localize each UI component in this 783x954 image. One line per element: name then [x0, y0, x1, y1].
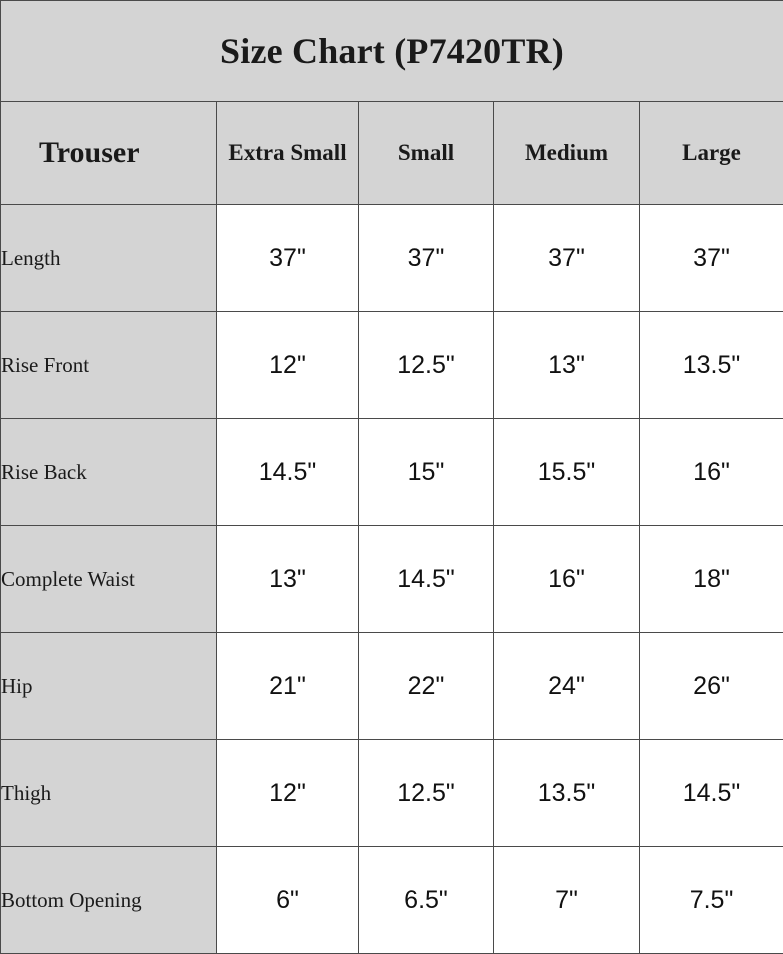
row-label: Thigh: [1, 740, 217, 847]
table-cell: 16": [494, 526, 640, 633]
column-header-trouser: Trouser: [1, 102, 217, 205]
row-label: Bottom Opening: [1, 847, 217, 954]
table-cell: 12": [217, 740, 359, 847]
table-row: [1, 205, 783, 312]
table-cell: 14.5": [359, 526, 494, 633]
table-cell: 6": [217, 847, 359, 954]
table-row: [1, 847, 783, 954]
table-cell: 12.5": [359, 312, 494, 419]
table-row: [1, 312, 783, 419]
table-row: [1, 740, 783, 847]
table-cell: 12.5": [359, 740, 494, 847]
table-cell: 13.5": [640, 312, 783, 419]
row-label: Complete Waist: [1, 526, 217, 633]
table-cell: 13.5": [494, 740, 640, 847]
table-cell: 13": [494, 312, 640, 419]
table-row: [1, 526, 783, 633]
page-title: Size Chart (P7420TR): [1, 1, 783, 102]
table-header-row: [1, 102, 783, 205]
table-cell: 26": [640, 633, 783, 740]
row-label: Rise Back: [1, 419, 217, 526]
table-row: [1, 633, 783, 740]
column-header-large: Large: [640, 102, 783, 205]
table-cell: 24": [494, 633, 640, 740]
row-label: Hip: [1, 633, 217, 740]
table-cell: 37": [359, 205, 494, 312]
table-cell: 13": [217, 526, 359, 633]
table-row: [1, 419, 783, 526]
row-label: Rise Front: [1, 312, 217, 419]
column-header-medium: Medium: [494, 102, 640, 205]
table-cell: 14.5": [640, 740, 783, 847]
table-cell: 18": [640, 526, 783, 633]
table-cell: 22": [359, 633, 494, 740]
column-header-extra-small: Extra Small: [217, 102, 359, 205]
column-header-small: Small: [359, 102, 494, 205]
table-cell: 14.5": [217, 419, 359, 526]
table-cell: 15": [359, 419, 494, 526]
table-cell: 7": [494, 847, 640, 954]
title-row: [1, 1, 783, 102]
table-cell: 37": [640, 205, 783, 312]
table-cell: 16": [640, 419, 783, 526]
table-cell: 37": [217, 205, 359, 312]
table-cell: 15.5": [494, 419, 640, 526]
table-cell: 6.5": [359, 847, 494, 954]
row-label: Length: [1, 205, 217, 312]
table-cell: 21": [217, 633, 359, 740]
table-cell: 37": [494, 205, 640, 312]
table-cell: 7.5": [640, 847, 783, 954]
table-cell: 12": [217, 312, 359, 419]
